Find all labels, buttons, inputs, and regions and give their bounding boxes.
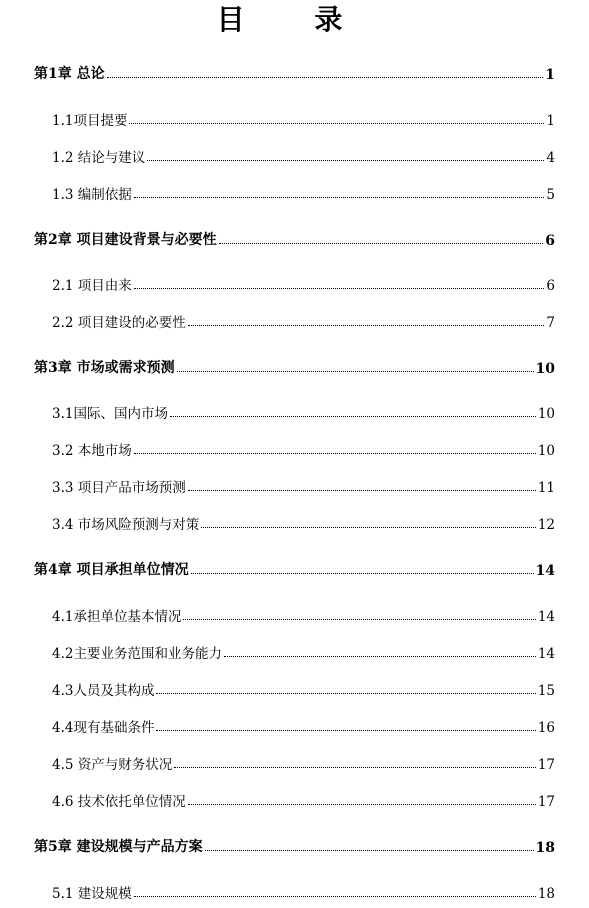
toc-leader-dots	[134, 288, 545, 289]
toc-page-number: 10	[537, 443, 555, 459]
toc-chapter-entry[interactable]	[34, 61, 555, 83]
toc-section-entry[interactable]	[52, 677, 555, 699]
toc-leader-dots	[170, 416, 536, 417]
toc-leader-dots	[183, 619, 535, 620]
toc-leader-dots	[107, 77, 544, 78]
toc-entry-label: 5.1 建设规模	[52, 886, 132, 902]
toc-page-number: 7	[546, 315, 555, 331]
toc-page-number: 6	[545, 233, 555, 249]
toc-page-number: 15	[537, 683, 555, 699]
toc-section-entry[interactable]	[52, 144, 555, 166]
toc-leader-dots	[156, 693, 535, 694]
toc-section-entry[interactable]	[52, 511, 555, 533]
toc-section-entry[interactable]	[52, 714, 555, 736]
toc-leader-dots	[224, 656, 536, 657]
toc-page-number: 14	[537, 646, 555, 662]
toc-leader-dots	[134, 197, 545, 198]
toc-page-number: 14	[535, 563, 555, 579]
toc-section-entry[interactable]	[52, 181, 555, 203]
toc-leader-dots	[134, 453, 536, 454]
toc-page-number: 6	[546, 278, 555, 294]
toc-leader-dots	[129, 123, 544, 124]
toc-section-entry[interactable]	[52, 640, 555, 662]
toc-section-entry[interactable]	[52, 309, 555, 331]
toc-leader-dots	[134, 896, 536, 897]
toc-entry-label: 4.4现有基础条件	[52, 720, 155, 736]
toc-leader-dots	[188, 804, 536, 805]
toc-section-entry[interactable]	[52, 437, 555, 459]
toc-title: 目 录	[216, 3, 373, 36]
toc-page-number: 14	[537, 609, 555, 625]
toc-page-number: 5	[546, 187, 555, 203]
toc-page-number: 18	[535, 840, 555, 856]
toc-chapter-entry[interactable]	[34, 355, 555, 377]
toc-leader-dots	[156, 730, 535, 731]
toc-section-entry[interactable]	[52, 603, 555, 625]
toc-page-number: 4	[546, 150, 555, 166]
toc-section-entry[interactable]	[52, 400, 555, 422]
toc-section-entry[interactable]	[52, 272, 555, 294]
toc-leader-dots	[177, 371, 534, 372]
toc-entry-label: 4.3人员及其构成	[52, 683, 155, 699]
toc-leader-dots	[191, 573, 534, 574]
toc-page-number: 17	[537, 794, 555, 810]
toc-entry-label: 2.1 项目由来	[52, 278, 132, 294]
toc-entry-label: 第2章 项目建设背景与必要性	[34, 232, 217, 248]
toc-leader-dots	[205, 850, 534, 851]
toc-page-number: 12	[537, 517, 555, 533]
toc-page-number: 1	[546, 113, 555, 129]
toc-leader-dots	[147, 160, 544, 161]
toc-entry-label: 第1章 总论	[34, 66, 105, 82]
toc-section-entry[interactable]	[52, 788, 555, 810]
toc-chapter-entry[interactable]	[34, 557, 555, 579]
toc-chapter-entry[interactable]	[34, 227, 555, 249]
toc-entry-label: 4.5 资产与财务状况	[52, 757, 173, 773]
toc-entry-label: 第4章 项目承担单位情况	[34, 562, 189, 578]
toc-section-entry[interactable]	[52, 474, 555, 496]
toc-section-entry[interactable]	[52, 751, 555, 773]
toc-entry-label: 1.3 编制依据	[52, 187, 132, 203]
toc-leader-dots	[188, 490, 536, 491]
toc-entry-label: 4.2主要业务范围和业务能力	[52, 646, 222, 662]
toc-page-number: 17	[537, 757, 555, 773]
toc-entry-label: 4.6 技术依托单位情况	[52, 794, 186, 810]
toc-entry-label: 3.4 市场风险预测与对策	[52, 517, 200, 533]
toc-entry-label: 第5章 建设规模与产品方案	[34, 839, 203, 855]
toc-page-number: 1	[545, 67, 555, 83]
toc-entry-label: 第3章 市场或需求预测	[34, 360, 175, 376]
toc-page-number: 18	[537, 886, 555, 902]
toc-entry-label: 2.2 项目建设的必要性	[52, 315, 186, 331]
toc-entry-label: 3.2 本地市场	[52, 443, 132, 459]
toc-entry-label: 3.1国际、国内市场	[52, 406, 168, 422]
toc-entry-label: 4.1承担单位基本情况	[52, 609, 182, 625]
toc-entry-label: 1.2 结论与建议	[52, 150, 146, 166]
toc-leader-dots	[174, 767, 536, 768]
toc-section-entry[interactable]	[52, 107, 555, 129]
toc-page-number: 10	[535, 361, 555, 377]
toc-chapter-entry[interactable]	[34, 834, 555, 856]
toc-section-entry[interactable]	[52, 880, 555, 902]
toc-leader-dots	[201, 527, 536, 528]
toc-entry-label: 1.1项目提要	[52, 113, 128, 129]
toc-entry-label: 3.3 项目产品市场预测	[52, 480, 186, 496]
toc-leader-dots	[188, 325, 545, 326]
toc-page-number: 11	[537, 480, 555, 496]
toc-page-number: 16	[537, 720, 555, 736]
toc-page-number: 10	[537, 406, 555, 422]
toc-leader-dots	[219, 243, 544, 244]
